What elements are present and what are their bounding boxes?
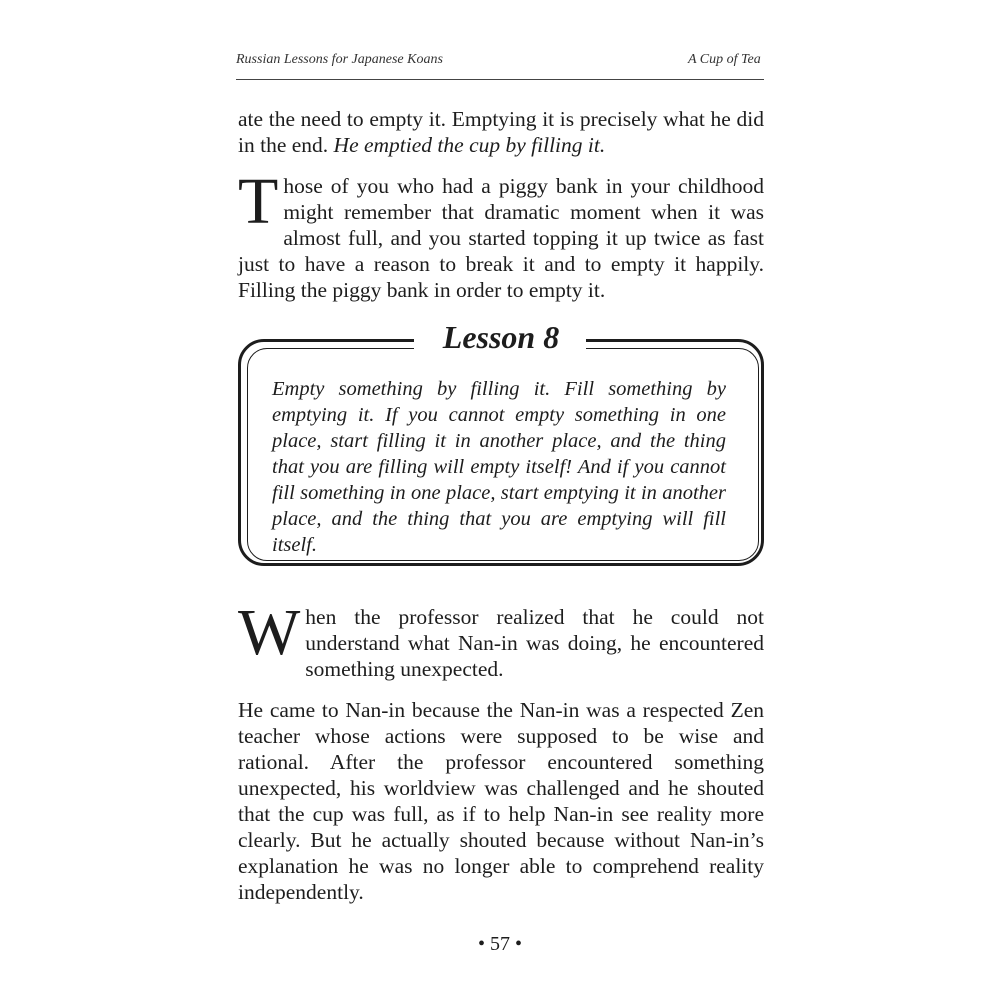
lesson-text: Empty something by filling it. Fill something by emptying it. If you cannot empty something in one place, start filling it in another place, and the thing that you are filling will empty itself! And if you cannot fill something in one place, start emptying it in another place, and the thing that you are emptying will fill itself. [272, 378, 726, 556]
paragraph-continuation [238, 106, 764, 158]
page-number: • 57 • [477, 933, 522, 955]
book-title: Russian Lessons for Japanese Koans [236, 52, 443, 67]
drop-cap: T [238, 165, 279, 238]
paragraph-piggy-bank [238, 165, 764, 303]
paragraph-professor [238, 596, 764, 682]
lesson-box [238, 319, 764, 568]
lesson-title: Lesson 8 [442, 319, 560, 355]
emphasis-text: He emptied the cup by filling it. [333, 133, 606, 157]
chapter-title: A Cup of Tea [688, 52, 761, 67]
paragraph-nan-in: He came to Nan-in because the Nan-in was a respected Zen teacher whose actions were supposed to be wise and rational. After the professor encountered something unexpected, his worldview was challenged and he shouted that the cup was full, as if to help Nan-in see reality more clearly. But he actually shouted because without Nan-in’s explanation he was no longer able to comprehend reality independently. [238, 698, 764, 904]
paragraph-text: ate the need to empty it. Emptying it is precisely what he did in the end. [238, 107, 764, 157]
paragraph-text: hose of you who had a piggy bank in your childhood might remember that dramatic moment when it was almost full, and you started topping it up twice as fast just to have a reason to break it and to empty it happily. Filling the piggy bank in order to empty it. [238, 174, 764, 302]
drop-cap: W [238, 596, 301, 669]
paragraph-text: hen the professor realized that he could not understand what Nan-in was doing, he encountered something unexpected. [305, 605, 764, 681]
header-divider [236, 79, 764, 80]
